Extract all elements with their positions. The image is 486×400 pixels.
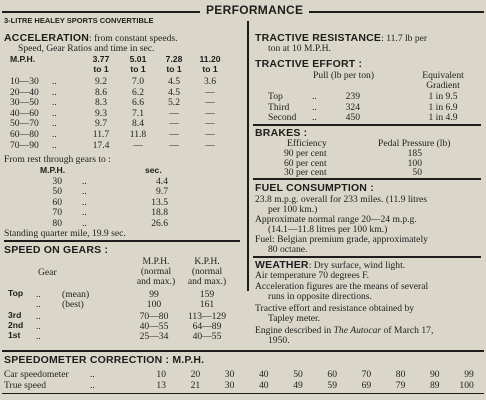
from-rest-mph: 30: [52, 176, 62, 187]
accel-time: 3.6: [204, 76, 216, 87]
brake-efficiency: 60 per cent: [284, 157, 327, 169]
from-rest-sec-header: sec.: [145, 165, 162, 175]
gear-kph: 40—55: [192, 331, 222, 342]
from-rest-dots: ..: [82, 186, 87, 198]
fuel-heading: FUEL CONSUMPTION :: [255, 182, 374, 194]
car-speed-value: 20: [190, 369, 201, 380]
from-rest-mph: 60: [52, 196, 62, 208]
accel-time: 5.2: [168, 97, 180, 109]
ratio-header: 11.20: [199, 54, 221, 64]
car-speed-value: 30: [224, 369, 235, 380]
gear-note: (mean): [62, 289, 90, 300]
engine-reference-magazine: The Autocar: [333, 325, 382, 336]
effort-gradient: 1 in 4.9: [428, 112, 458, 123]
accel-time: 7.0: [132, 76, 144, 87]
accel-time: —: [205, 118, 215, 130]
section-rule: [2, 350, 484, 352]
accel-dots: ..: [52, 86, 57, 98]
acceleration-heading: ACCELERATION: [4, 32, 90, 44]
car-speed-value: 60: [327, 369, 337, 380]
brake-pressure: 100: [407, 157, 422, 169]
fuel-line: Fuel: Belgian premium grade, approximately: [255, 234, 428, 245]
car-speed-value: 70: [361, 369, 372, 380]
car-speed-value: 99: [464, 369, 474, 380]
from-rest-dots: ..: [82, 207, 87, 219]
bottom-rule: [2, 393, 484, 394]
brake-pressure: 185: [407, 148, 422, 159]
effort-dots: ..: [312, 91, 317, 102]
gradient-col-header-2: Gradient: [426, 80, 460, 91]
accel-mph-range: 60—80: [10, 129, 39, 140]
weather-line: Air temperature 70 degrees F.: [255, 270, 370, 281]
speed-on-gears-heading: SPEED ON GEARS :: [4, 244, 109, 256]
accel-time: —: [169, 129, 179, 140]
car-model: 3-LITRE HEALEY SPORTS CONVERTIBLE: [4, 16, 154, 25]
from-rest-dots: ..: [82, 196, 87, 208]
mph-col-sub1: (normal: [140, 266, 172, 277]
from-rest-dots: ..: [82, 176, 87, 187]
gear-dots: ..: [36, 321, 41, 332]
from-rest-sec: 13.5: [151, 196, 168, 208]
from-rest-label: From rest through gears to :: [4, 154, 111, 165]
ratio-suffix: to 1: [130, 64, 146, 74]
effort-gear: Second: [268, 112, 297, 123]
page-title: PERFORMANCE: [200, 4, 309, 18]
acceleration-intro-line2: Speed, Gear Ratios and time in sec.: [18, 43, 155, 54]
from-rest-mph-header: M.P.H.: [40, 165, 66, 175]
gear-kph: 161: [199, 299, 215, 310]
ratio-header: 3.77: [92, 54, 110, 64]
accel-time: —: [133, 139, 143, 151]
acceleration-intro: : from constant speeds.: [89, 33, 178, 44]
accel-time: —: [169, 118, 179, 130]
speedometer-heading: SPEEDOMETER CORRECTION : M.P.H.: [4, 354, 205, 366]
accel-time: 8.4: [132, 118, 144, 130]
from-rest-sec: 26.6: [151, 217, 168, 229]
brake-efficiency: 30 per cent: [284, 167, 327, 179]
accel-time: —: [169, 107, 179, 119]
mph-col-sub2: and max.): [136, 276, 176, 287]
accel-time: 11.7: [92, 129, 110, 140]
fuel-line: 23.8 m.p.g. overall for 233 miles. (11.9 litres: [255, 194, 428, 205]
true-speed-value: 79: [395, 380, 406, 391]
section-rule: [4, 240, 240, 242]
accel-time: —: [169, 139, 179, 151]
effort-dots: ..: [312, 101, 317, 113]
fuel-line: per 100 km.): [268, 204, 318, 215]
true-speed-dots: ..: [90, 380, 95, 391]
accel-time: 7.1: [132, 107, 144, 119]
accel-dots: ..: [52, 139, 57, 151]
tractive-effort-heading: TRACTIVE EFFORT :: [255, 58, 363, 70]
accel-mph-range: 70—90: [10, 139, 39, 151]
accel-time: 9.7: [95, 118, 107, 130]
gear-name: Top: [8, 288, 24, 298]
accel-time: —: [205, 97, 215, 109]
accel-dots: ..: [52, 129, 57, 140]
brakes-heading: BRAKES :: [255, 127, 308, 139]
engine-reference-prefix: Engine described in: [255, 325, 334, 336]
effort-gear: Top: [268, 91, 283, 102]
section-rule: [253, 256, 481, 258]
pedal-pressure-col-header: Pedal Pressure (lb): [378, 138, 451, 149]
gear-mph: 99: [149, 289, 159, 300]
kph-col-header: K.P.H.: [194, 256, 220, 267]
kph-col-sub1: (normal: [191, 266, 223, 277]
car-speed-value: 40: [259, 369, 269, 380]
true-speed-value: 59: [327, 380, 337, 391]
from-rest-dots: ..: [82, 217, 87, 229]
true-speed-value: 13: [156, 380, 166, 391]
section-rule: [253, 124, 481, 126]
gear-name: 3rd: [8, 310, 22, 320]
gradient-col-header-1: Equivalent: [422, 70, 464, 81]
accel-time: 4.5: [168, 86, 180, 98]
weather-line: Acceleration figures are the means of several: [255, 281, 429, 292]
car-speed-dots: ..: [90, 369, 95, 380]
tractive-resistance-value: : 11.7 lb per: [381, 33, 428, 44]
gear-mph: 70—80: [139, 311, 169, 322]
gear-kph: 64—89: [192, 321, 222, 332]
accel-mph-range: 30—50: [10, 97, 39, 109]
effort-pull: 239: [345, 91, 360, 102]
accel-mph-range: 40—60: [10, 107, 39, 119]
gear-note: (best): [62, 299, 84, 310]
accel-time: 8.3: [95, 97, 107, 109]
from-rest-sec: 4.4: [156, 176, 168, 187]
true-speed-value: 21: [190, 380, 201, 391]
from-rest-sec: 9.7: [156, 186, 168, 198]
gear-kph: 159: [199, 289, 215, 300]
tractive-resistance-line2: ton at 10 M.P.H.: [268, 43, 331, 54]
true-speed-value: 49: [293, 380, 303, 391]
fuel-line: Approximate normal range 20—24 m.p.g.: [255, 214, 417, 225]
effort-gear: Third: [268, 101, 290, 113]
accel-dots: ..: [52, 107, 57, 119]
engine-reference-suffix: of March 17,: [381, 325, 434, 336]
ratio-suffix: to 1: [166, 64, 182, 74]
accel-time: —: [205, 129, 215, 140]
mph-col-header: M.P.H.: [142, 256, 170, 267]
accel-time: 9.2: [95, 76, 107, 87]
gear-mph: 40—55: [139, 321, 169, 332]
car-speedometer-label: Car speedometer: [4, 369, 69, 380]
from-rest-mph: 80: [52, 217, 62, 229]
column-divider: [247, 21, 249, 291]
tractive-resistance-heading: TRACTIVE RESISTANCE: [255, 32, 382, 44]
accel-mph-range: 50—70: [10, 118, 39, 130]
ratio-suffix: to 1: [202, 64, 218, 74]
gear-dots: ..: [36, 311, 41, 322]
accel-time: —: [205, 86, 215, 98]
efficiency-col-header: Efficiency: [287, 138, 327, 149]
gear-name: 1st: [8, 330, 21, 340]
ratio-header: 5.01: [129, 54, 147, 64]
accel-time: 4.5: [168, 76, 180, 87]
brake-pressure: 50: [412, 167, 422, 179]
section-rule: [253, 178, 481, 180]
accel-time: 11.8: [129, 129, 147, 140]
from-rest-mph: 70: [52, 207, 62, 219]
fuel-line: (14.1—11.8 litres per 100 km.): [268, 224, 388, 235]
accel-mph-range: 20—40: [10, 86, 39, 98]
engine-reference-year: 1950.: [268, 335, 290, 346]
kph-col-sub2: and max.): [187, 276, 227, 287]
gear-kph: 113—129: [187, 311, 227, 322]
true-speed-value: 40: [259, 380, 269, 391]
accel-time: 6.2: [132, 86, 144, 98]
gear-col-header: Gear: [38, 267, 57, 278]
true-speed-label: True speed: [4, 380, 47, 391]
accel-time: 6.6: [132, 97, 144, 109]
true-speed-value: 89: [430, 380, 440, 391]
gear-mph: 100: [146, 299, 162, 310]
gear-name: 2nd: [8, 320, 24, 330]
effort-gradient: 1 in 6.9: [428, 101, 458, 113]
from-rest-sec: 18.8: [151, 207, 168, 219]
car-speed-value: 50: [293, 369, 303, 380]
gear-mph: 25—34: [139, 331, 169, 342]
car-speed-value: 90: [430, 369, 440, 380]
effort-pull: 324: [345, 101, 360, 113]
gear-dots: ..: [36, 331, 41, 342]
effort-gradient: 1 in 9.5: [428, 91, 458, 102]
fuel-line: 80 octane.: [268, 244, 308, 255]
accel-time: 9.3: [95, 107, 107, 119]
accel-time: —: [205, 107, 215, 119]
effort-dots: ..: [312, 112, 317, 123]
weather-line: Tractive effort and resistance obtained by: [255, 303, 415, 314]
true-speed-value: 69: [361, 380, 372, 391]
gear-dots: ..: [36, 289, 41, 300]
accel-time: 17.4: [92, 139, 110, 151]
accel-time: —: [205, 139, 215, 151]
effort-pull: 450: [345, 112, 360, 123]
weather-conditions: : Dry surface, wind light.: [308, 260, 406, 271]
standing-quarter: Standing quarter mile, 19.9 sec.: [4, 228, 126, 239]
weather-line: Tapley meter.: [268, 313, 321, 324]
from-rest-mph: 50: [52, 186, 62, 198]
true-speed-value: 100: [459, 380, 474, 391]
acceleration-mph-label: M.P.H.: [10, 54, 36, 64]
accel-time: 8.6: [95, 86, 107, 98]
weather-heading: WEATHER: [255, 259, 309, 271]
weather-line: runs in opposite directions.: [268, 291, 372, 302]
accel-dots: ..: [52, 118, 57, 130]
ratio-suffix: to 1: [93, 64, 109, 74]
accel-mph-range: 10—30: [10, 76, 39, 87]
car-speed-value: 10: [156, 369, 166, 380]
ratio-header: 7.28: [165, 54, 183, 64]
car-speed-value: 80: [395, 369, 406, 380]
pull-col-header: Pull (lb per ton): [313, 70, 375, 81]
brake-efficiency: 90 per cent: [284, 148, 327, 159]
accel-dots: ..: [52, 76, 57, 87]
accel-dots: ..: [52, 97, 57, 109]
true-speed-value: 30: [224, 380, 235, 391]
gear-dots: ..: [36, 299, 41, 310]
